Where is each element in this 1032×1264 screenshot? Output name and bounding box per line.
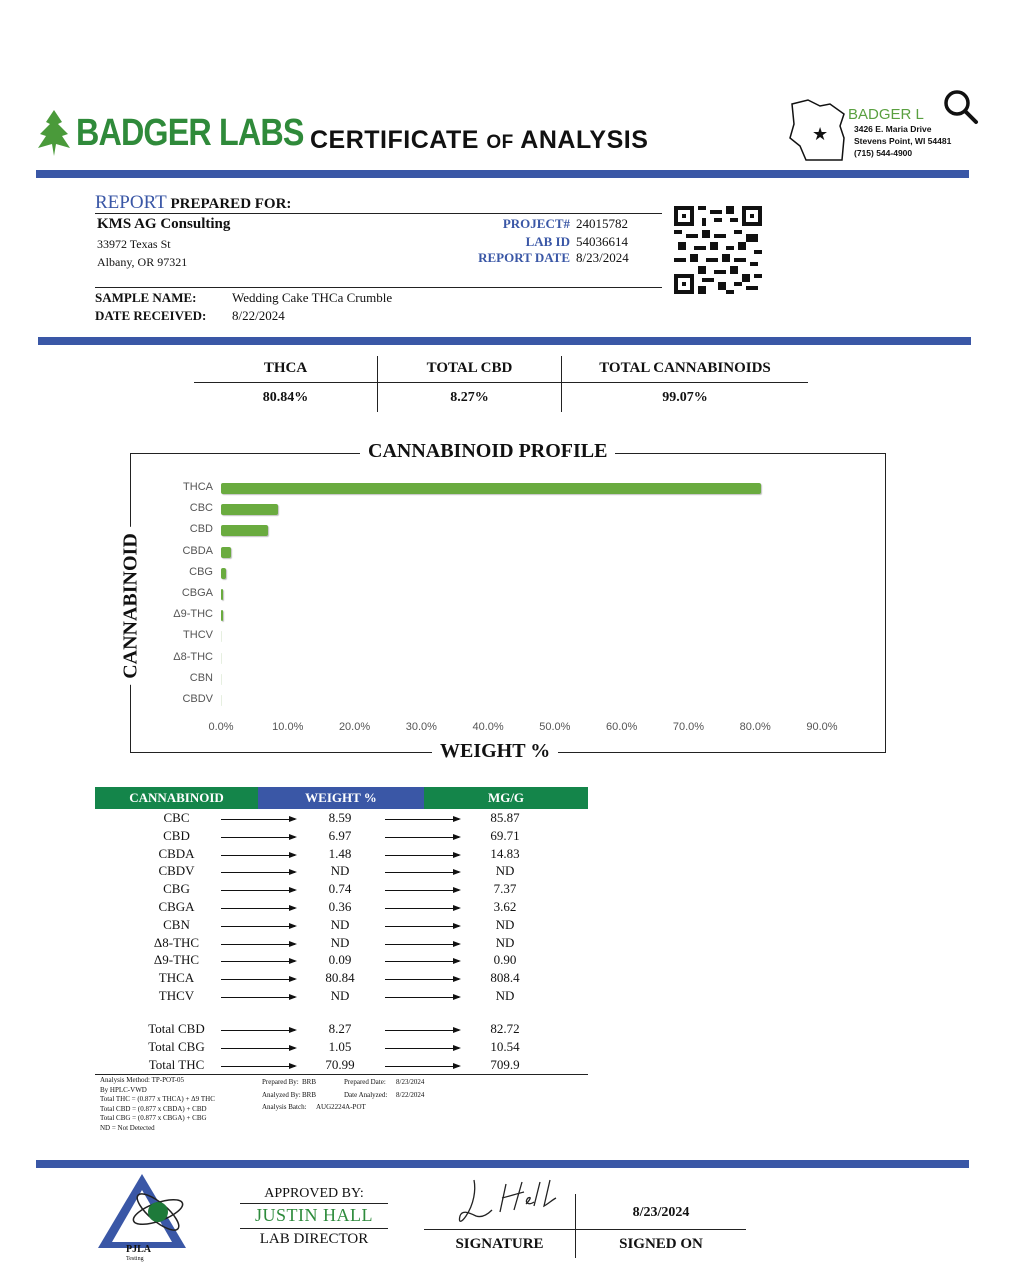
approver-line (240, 1228, 388, 1229)
chart-x-tick: 30.0% (405, 721, 437, 733)
table-header-mg: MG/G (424, 787, 588, 809)
method-notes: Analysis Method: TP-POT-05 By HPLC-VWD Total THC = (0.877 x THCA) + Δ9 THC Total CBD = (0.877 x CBDA) + CBD Total CBG = (0.877 x CBGA) + CBG ND = Not Detected (100, 1076, 215, 1132)
received-value: 8/22/2024 (232, 308, 285, 323)
row-arrow-icon (221, 1066, 295, 1067)
row-arrow-icon (385, 1066, 459, 1067)
labid-label: LAB ID (525, 234, 570, 249)
row-mg: 808.4 (490, 970, 520, 986)
document-title: CERTIFICATE OF ANALYSIS (310, 126, 649, 154)
table-row (95, 970, 588, 988)
project-value: 24015782 (576, 216, 628, 231)
row-mg: ND (495, 934, 515, 950)
chart-bar (221, 547, 231, 558)
report-heading: REPORT PREPARED FOR: (95, 192, 292, 213)
chart-category-label: THCV (183, 629, 213, 642)
row-weight: ND (330, 988, 350, 1003)
row-cannabinoid: CBDA (158, 845, 195, 861)
table-row (95, 828, 588, 846)
chart-category-label: CBDV (182, 693, 213, 705)
row-weight: 70.99 (325, 1057, 355, 1072)
row-mg: ND (495, 988, 515, 1003)
search-icon[interactable] (940, 86, 980, 126)
row-cannabinoid: CBDV (158, 863, 195, 879)
row-arrow-icon (221, 979, 295, 980)
signature-image (452, 1176, 562, 1230)
address-line2: Stevens Point, WI 54481 (854, 136, 952, 146)
qr-code-icon (674, 206, 762, 294)
row-cannabinoid: CBGA (158, 899, 195, 914)
row-arrow-icon (385, 819, 459, 820)
row-cannabinoid: Δ8-THC (153, 934, 200, 950)
row-cannabinoid: Total CBD (148, 1021, 205, 1036)
approved-line (240, 1203, 388, 1204)
row-cannabinoid: CBN (163, 916, 190, 932)
chart-bar (221, 653, 222, 664)
chart-category-label: Δ9-THC (173, 608, 213, 621)
logo-name: BADGER L (848, 106, 924, 123)
table-row (95, 899, 588, 917)
table-row (95, 935, 588, 953)
row-mg: 10.54 (490, 1039, 520, 1054)
chart-category-label: CBDA (182, 544, 213, 557)
signature-line (424, 1229, 746, 1230)
row-weight: 0.09 (328, 952, 352, 968)
leaf-icon (34, 108, 76, 158)
svg-text:★: ★ (812, 124, 829, 144)
row-arrow-icon (221, 872, 295, 873)
qr-code[interactable] (674, 206, 762, 294)
reportdate-value: 8/23/2024 (576, 250, 629, 265)
chart-x-tick: 80.0% (739, 721, 771, 733)
row-weight: 8.27 (328, 1021, 352, 1036)
chart-bar (221, 674, 222, 685)
labid-value: 54036614 (576, 234, 628, 249)
row-weight: ND (330, 863, 350, 879)
row-weight: ND (330, 916, 350, 932)
chart-bar (221, 525, 268, 536)
chart-category-label: THCA (183, 481, 213, 493)
approver-title: LAB DIRECTOR (259, 1231, 369, 1247)
row-mg: 709.9 (490, 1057, 520, 1072)
row-mg: 82.72 (490, 1021, 520, 1036)
summary-header-total-cbd: TOTAL CBD (426, 360, 513, 376)
client-street: 33972 Texas St (97, 237, 171, 251)
row-mg: 7.37 (493, 881, 517, 897)
row-arrow-icon (221, 1048, 295, 1049)
chart-x-tick: 90.0% (806, 721, 838, 733)
approved-by-label: APPROVED BY: (264, 1186, 364, 1201)
row-weight: 8.59 (328, 810, 352, 825)
summary-header-total-cannabinoids: TOTAL CANNABINOIDS (599, 360, 771, 376)
badger-labs-logo (34, 108, 304, 158)
table-header-weight: WEIGHT % (258, 787, 424, 809)
row-arrow-icon (385, 872, 459, 873)
chart-x-tick: 70.0% (672, 721, 705, 733)
row-arrow-icon (385, 944, 459, 945)
sample-label: SAMPLE NAME: (95, 290, 197, 305)
pjla-accreditation-icon (96, 1172, 188, 1250)
row-mg: 0.90 (493, 952, 517, 968)
row-arrow-icon (221, 944, 295, 945)
row-cannabinoid: CBG (163, 881, 190, 897)
summary-value-thca: 80.84% (262, 390, 309, 405)
pjla-logo (96, 1172, 188, 1264)
chart-bar (221, 504, 278, 515)
row-mg: ND (495, 863, 515, 879)
row-cannabinoid: THCA (158, 970, 195, 986)
row-cannabinoid: THCV (158, 988, 195, 1003)
summary-header-thca: THCA (263, 360, 308, 376)
table-row (95, 863, 588, 881)
row-arrow-icon (385, 1030, 459, 1031)
chart-category-label: CBN (189, 671, 213, 684)
row-mg: 69.71 (490, 827, 520, 843)
wisconsin-map-icon (786, 98, 848, 164)
table-row (95, 988, 588, 1006)
row-cannabinoid: Δ9-THC (153, 952, 200, 968)
table-row (95, 846, 588, 864)
section-divider (38, 337, 971, 345)
chart-x-tick: 0.0% (208, 721, 234, 733)
row-weight: 1.05 (328, 1039, 352, 1054)
row-weight: ND (330, 934, 350, 950)
project-label: PROJECT# (502, 216, 570, 231)
table-row (95, 917, 588, 935)
table-total-row (95, 1057, 588, 1075)
row-arrow-icon (221, 908, 295, 909)
chart-category-label: CBC (189, 502, 213, 515)
row-mg: 14.83 (490, 845, 520, 861)
row-mg: 85.87 (490, 810, 520, 825)
phone: (715) 544-4900 (854, 148, 913, 158)
report-underline (95, 213, 662, 214)
prep-notes: Prepared By: BRB Prepared Date: 8/23/2024 Analyzed By:BRB Date Analyzed: 8/22/2024 Analysis Batch: AUG2224A-POT (262, 1078, 425, 1111)
brand-name: BADGER LABS (76, 112, 304, 154)
pjla-text: PJLA (126, 1244, 151, 1255)
row-cannabinoid: CBD (163, 827, 190, 843)
chart-frame (130, 453, 886, 753)
row-arrow-icon (385, 908, 459, 909)
header-divider (36, 170, 969, 178)
sample-divider (95, 287, 662, 288)
chart-category-label: CBD (189, 523, 213, 536)
row-arrow-icon (221, 819, 295, 820)
signed-on-label: SIGNED ON (619, 1236, 703, 1252)
row-arrow-icon (221, 855, 295, 856)
chart-x-tick: 60.0% (606, 721, 638, 733)
client-city: Albany, OR 97321 (97, 255, 188, 269)
row-arrow-icon (385, 979, 459, 980)
received-label: DATE RECEIVED: (95, 308, 207, 323)
row-mg: 3.62 (493, 899, 517, 914)
chart-x-tick: 40.0% (472, 721, 504, 733)
table-row (95, 810, 588, 828)
row-arrow-icon (385, 961, 459, 962)
row-weight: 0.36 (328, 899, 352, 914)
summary-hline (194, 382, 808, 383)
title-of: OF (486, 132, 514, 153)
row-weight: 80.84 (325, 970, 355, 986)
pjla-subtext: Testing (126, 1256, 144, 1262)
summary-value-total-cbd: 8.27% (450, 390, 489, 405)
signed-date: 8/23/2024 (632, 1205, 690, 1220)
chart-bar (221, 483, 761, 494)
table-bottom-line (95, 1074, 588, 1075)
row-arrow-icon (385, 997, 459, 998)
chart-bar (221, 568, 226, 579)
row-arrow-icon (221, 961, 295, 962)
approver-name: JUSTIN HALL (255, 1205, 373, 1225)
row-arrow-icon (221, 890, 295, 891)
sample-value: Wedding Cake THCa Crumble (232, 290, 393, 305)
row-arrow-icon (221, 926, 295, 927)
table-total-row (95, 1039, 588, 1057)
footer-divider (36, 1160, 969, 1168)
row-cannabinoid: CBC (163, 810, 190, 825)
table-row (95, 952, 588, 970)
row-arrow-icon (221, 837, 295, 838)
table-total-row (95, 1021, 588, 1039)
summary-value-total-cannabinoids: 99.07% (662, 390, 708, 405)
row-weight: 0.74 (328, 881, 352, 897)
chart-xlabel: WEIGHT % (432, 740, 558, 763)
chart-bar (221, 631, 222, 642)
chart-bar (221, 610, 223, 621)
row-arrow-icon (221, 997, 295, 998)
row-weight: 6.97 (328, 827, 352, 843)
row-arrow-icon (385, 926, 459, 927)
row-arrow-icon (385, 855, 459, 856)
row-cannabinoid: Total THC (148, 1057, 205, 1072)
chart-category-label: CBGA (181, 587, 213, 599)
table-row (95, 881, 588, 899)
signature-label: SIGNATURE (455, 1236, 544, 1252)
row-arrow-icon (385, 837, 459, 838)
chart-bar (221, 695, 222, 706)
row-arrow-icon (385, 1048, 459, 1049)
row-mg: ND (495, 916, 515, 932)
chart-x-tick: 10.0% (272, 721, 304, 733)
chart-title: CANNABINOID PROFILE (360, 440, 615, 463)
chart-x-tick: 20.0% (338, 721, 371, 733)
row-arrow-icon (221, 1030, 295, 1031)
chart-category-label: Δ8-THC (173, 650, 213, 663)
reportdate-label: REPORT DATE (478, 250, 570, 265)
address-line1: 3426 E. Maria Drive (854, 124, 932, 134)
chart-ylabel: CANNABINOID (120, 527, 143, 685)
row-cannabinoid: Total CBG (148, 1039, 205, 1054)
row-weight: 1.48 (328, 845, 352, 861)
client-name: KMS AG Consulting (97, 216, 231, 232)
chart-x-tick: 50.0% (539, 721, 571, 733)
row-arrow-icon (385, 890, 459, 891)
chart-category-label: CBG (189, 565, 213, 578)
table-header-cannabinoid: CANNABINOID (95, 787, 258, 809)
